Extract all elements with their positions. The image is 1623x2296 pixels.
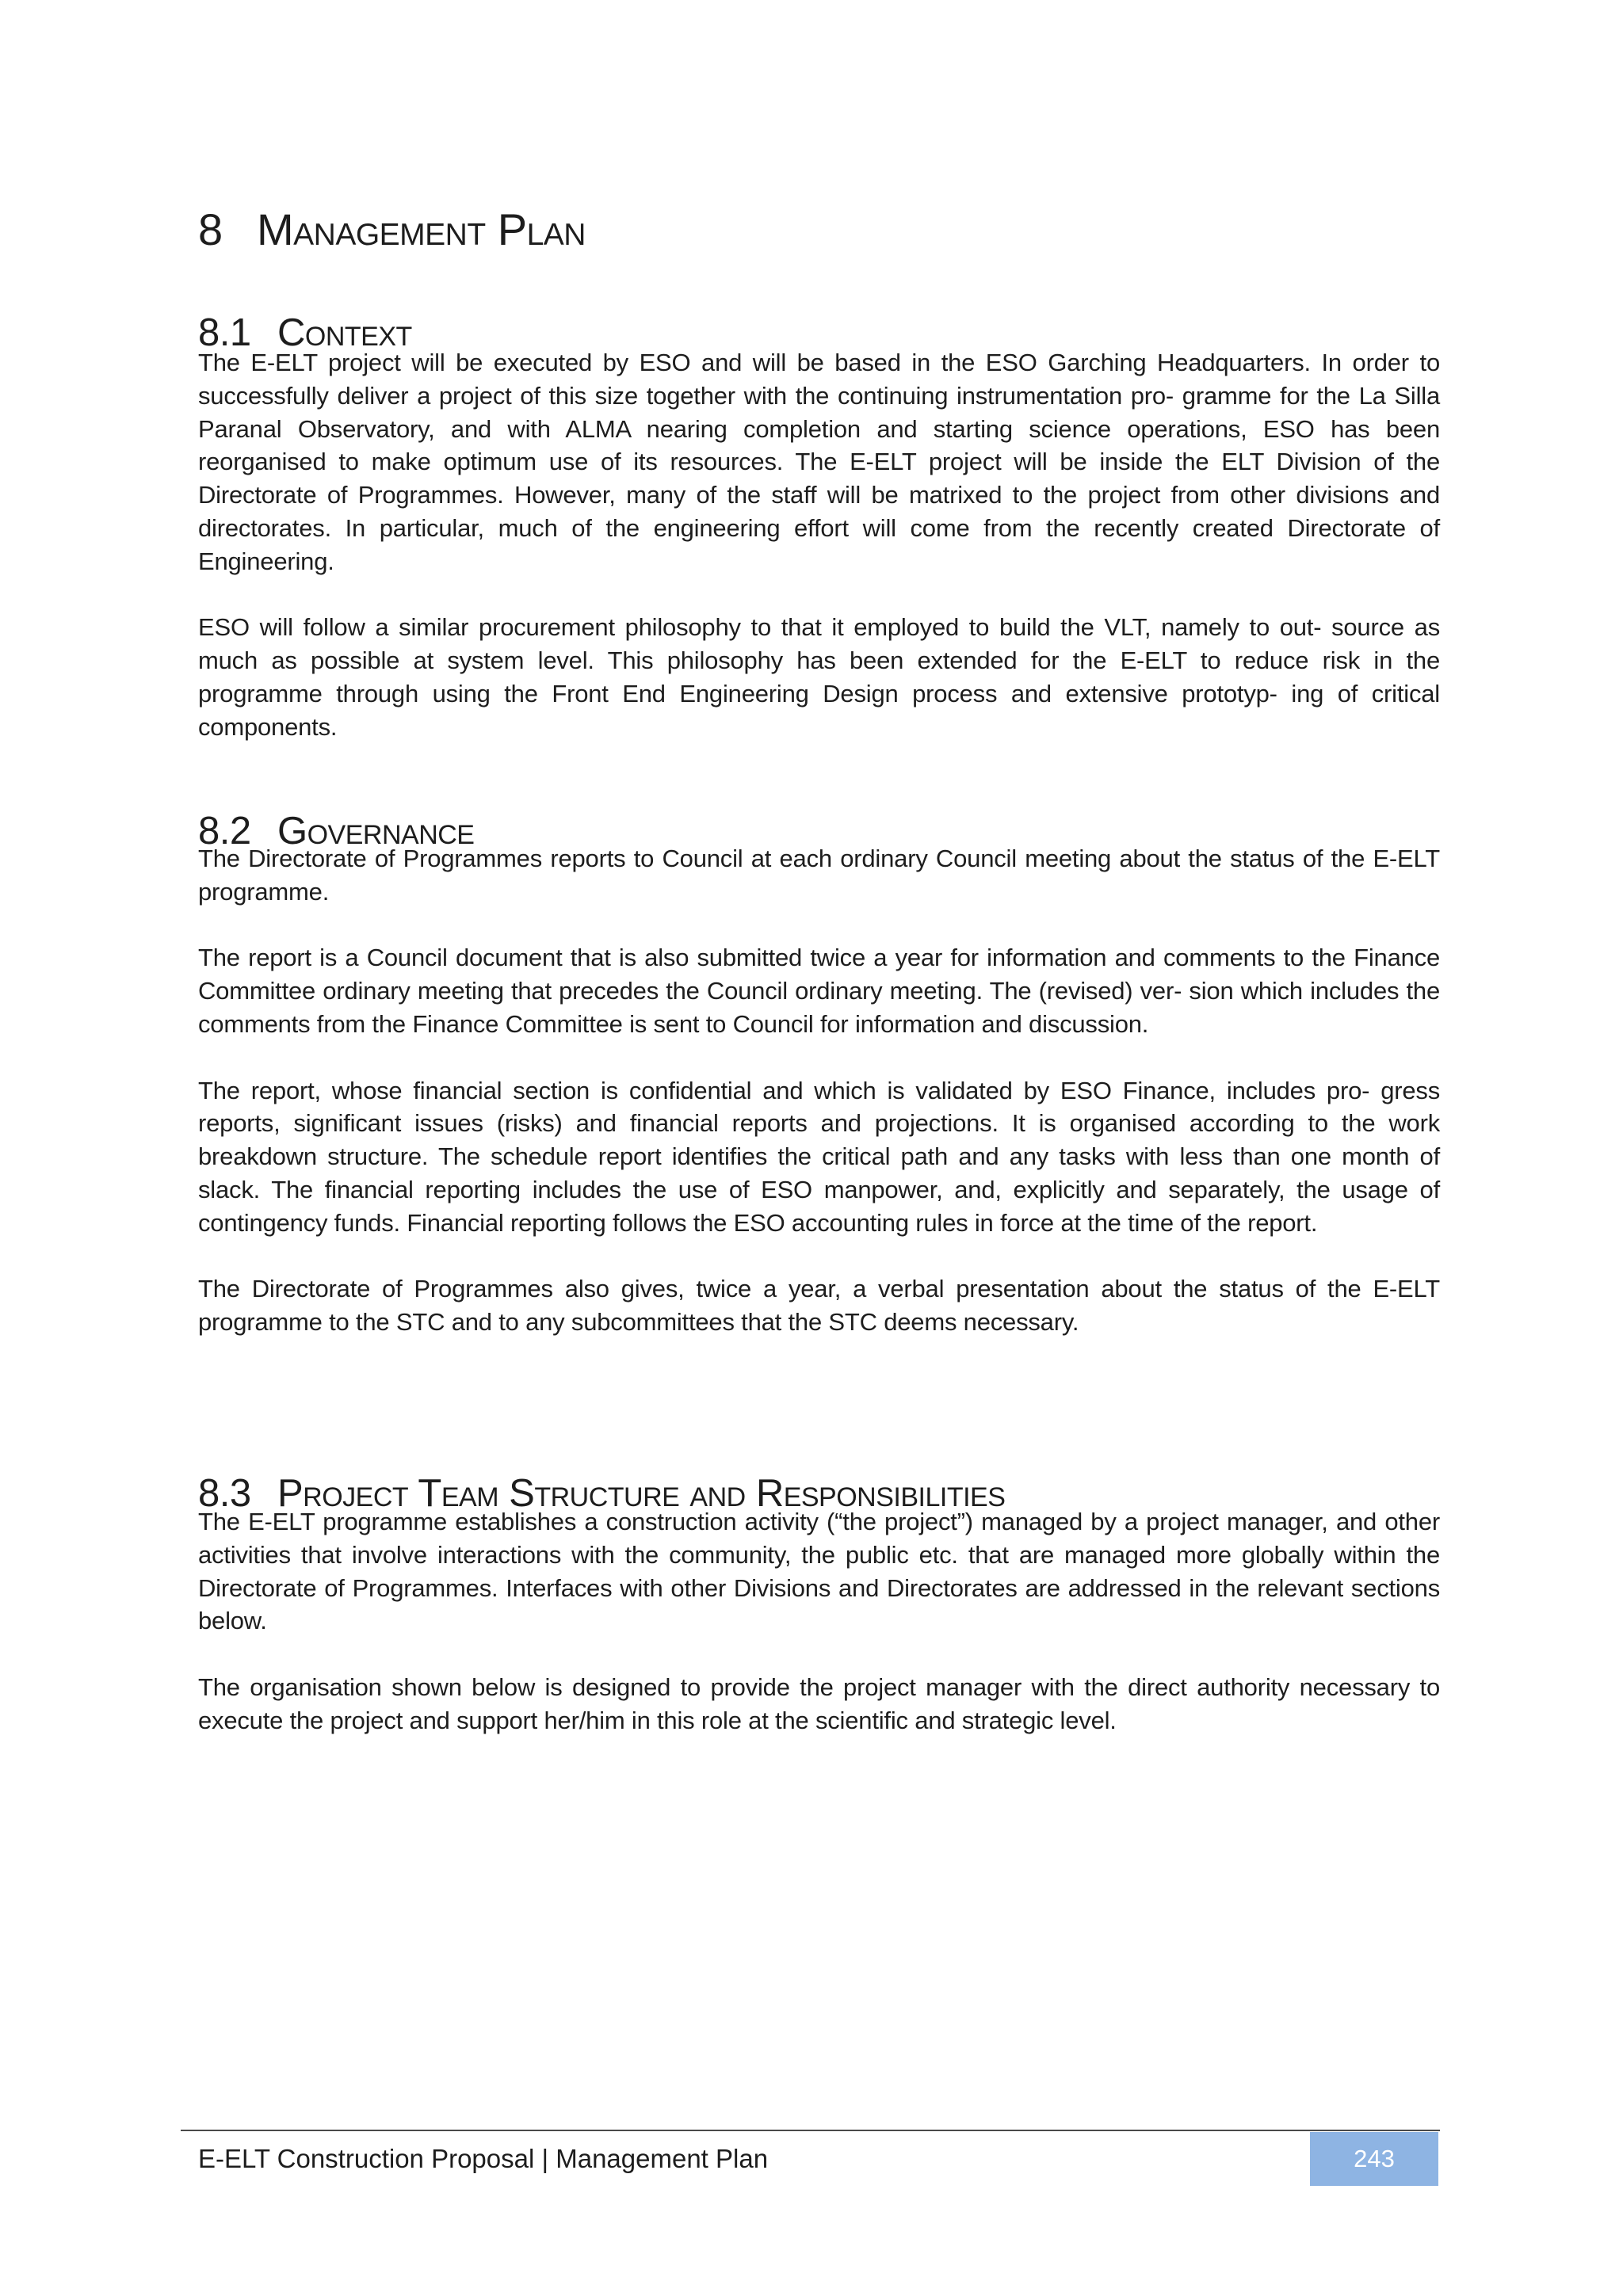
paragraph: The report, whose financial section is confidential and which is validated by ESO Finance, includes pro- gress reports, significant issues (risks) and financial reports and projections. It is organised according to the work breakdown structure. The schedule report identifies the critical path and any tasks with less than one month of slack. The financial reporting includes the use of ESO manpower, and, explicitly and separately, the usage of contingency funds. Financial reporting follows the ESO accounting rules in force at the time of the report. [198,1076,1440,1237]
paragraph: ESO will follow a similar procurement philosophy to that it employed to build the VLT, namely to out- source as much as possible at system level. This philosophy has been extended for the E-ELT to reduce risk in the programme through using the Front End Engineering Design process and extensive prototyp- ing of critical components. [198,613,1440,741]
footer-divider [181,2130,1440,2131]
section-body-context [198,346,1440,744]
section-number: 8.2 [198,810,251,852]
paragraph: The report is a Council document that is also submitted twice a year for information and comments to the Finance Committee ordinary meeting that precedes the Council ordinary meeting. The (revised) ver- sion which includes the comments from the Finance Committee is sent to Council for information and discussion. [198,944,1440,1038]
section-title: Governance [277,810,475,852]
paragraph: The E-ELT project will be executed by ESO and will be based in the ESO Garching Headquarters. In order to successfully deliver a project of this size together with the continuing instrumentation pro- gramme for the La Silla Paranal Observatory, and with ALMA nearing completion and starting science operations, ESO has been reorganised to make optimum use of its resources. The E-ELT project will be inside the ELT Division of the Directorate of Programmes. However, many of the staff will be matrixed to the project from other divisions and directorates. In particular, much of the engineering effort will come from the recently created Directorate of Engineering. [198,349,1440,575]
page-number-badge: 243 [1310,2132,1438,2186]
paragraph: The E-ELT programme establishes a construction activity (“the project”) managed by a project manager, and other activities that involve interactions with the community, the public etc. that are managed more globally within the Directorate of Programmes. Interfaces with other Divisions and Directorates are addressed in the relevant sections below. [198,1508,1440,1635]
paragraph: The organisation shown below is designed to provide the project manager with the direct authority necessary to execute the project and support her/him in this role at the scientific and strategic level. [198,1672,1440,1734]
paragraph: The Directorate of Programmes reports to Council at each ordinary Council meeting about the status of the E-ELT programme. [198,845,1440,906]
chapter-title: Management Plan [257,204,586,254]
section-title: Context [277,311,412,354]
section-body-project-team [198,1505,1440,1737]
section-number: 8.1 [198,311,251,354]
footer-title: E-ELT Construction Proposal | Management Plan [198,2144,769,2173]
chapter-heading [198,202,586,257]
paragraph: The Directorate of Programmes also gives, twice a year, a verbal presentation about the status of the E-ELT programme to the STC and to any subcommittees that the STC deems necessary. [198,1275,1440,1337]
chapter-number: 8 [198,204,223,254]
section-title: Project Team Structure and Responsibilities [277,1472,1006,1515]
section-body-governance [198,842,1440,1339]
section-number: 8.3 [198,1472,251,1515]
